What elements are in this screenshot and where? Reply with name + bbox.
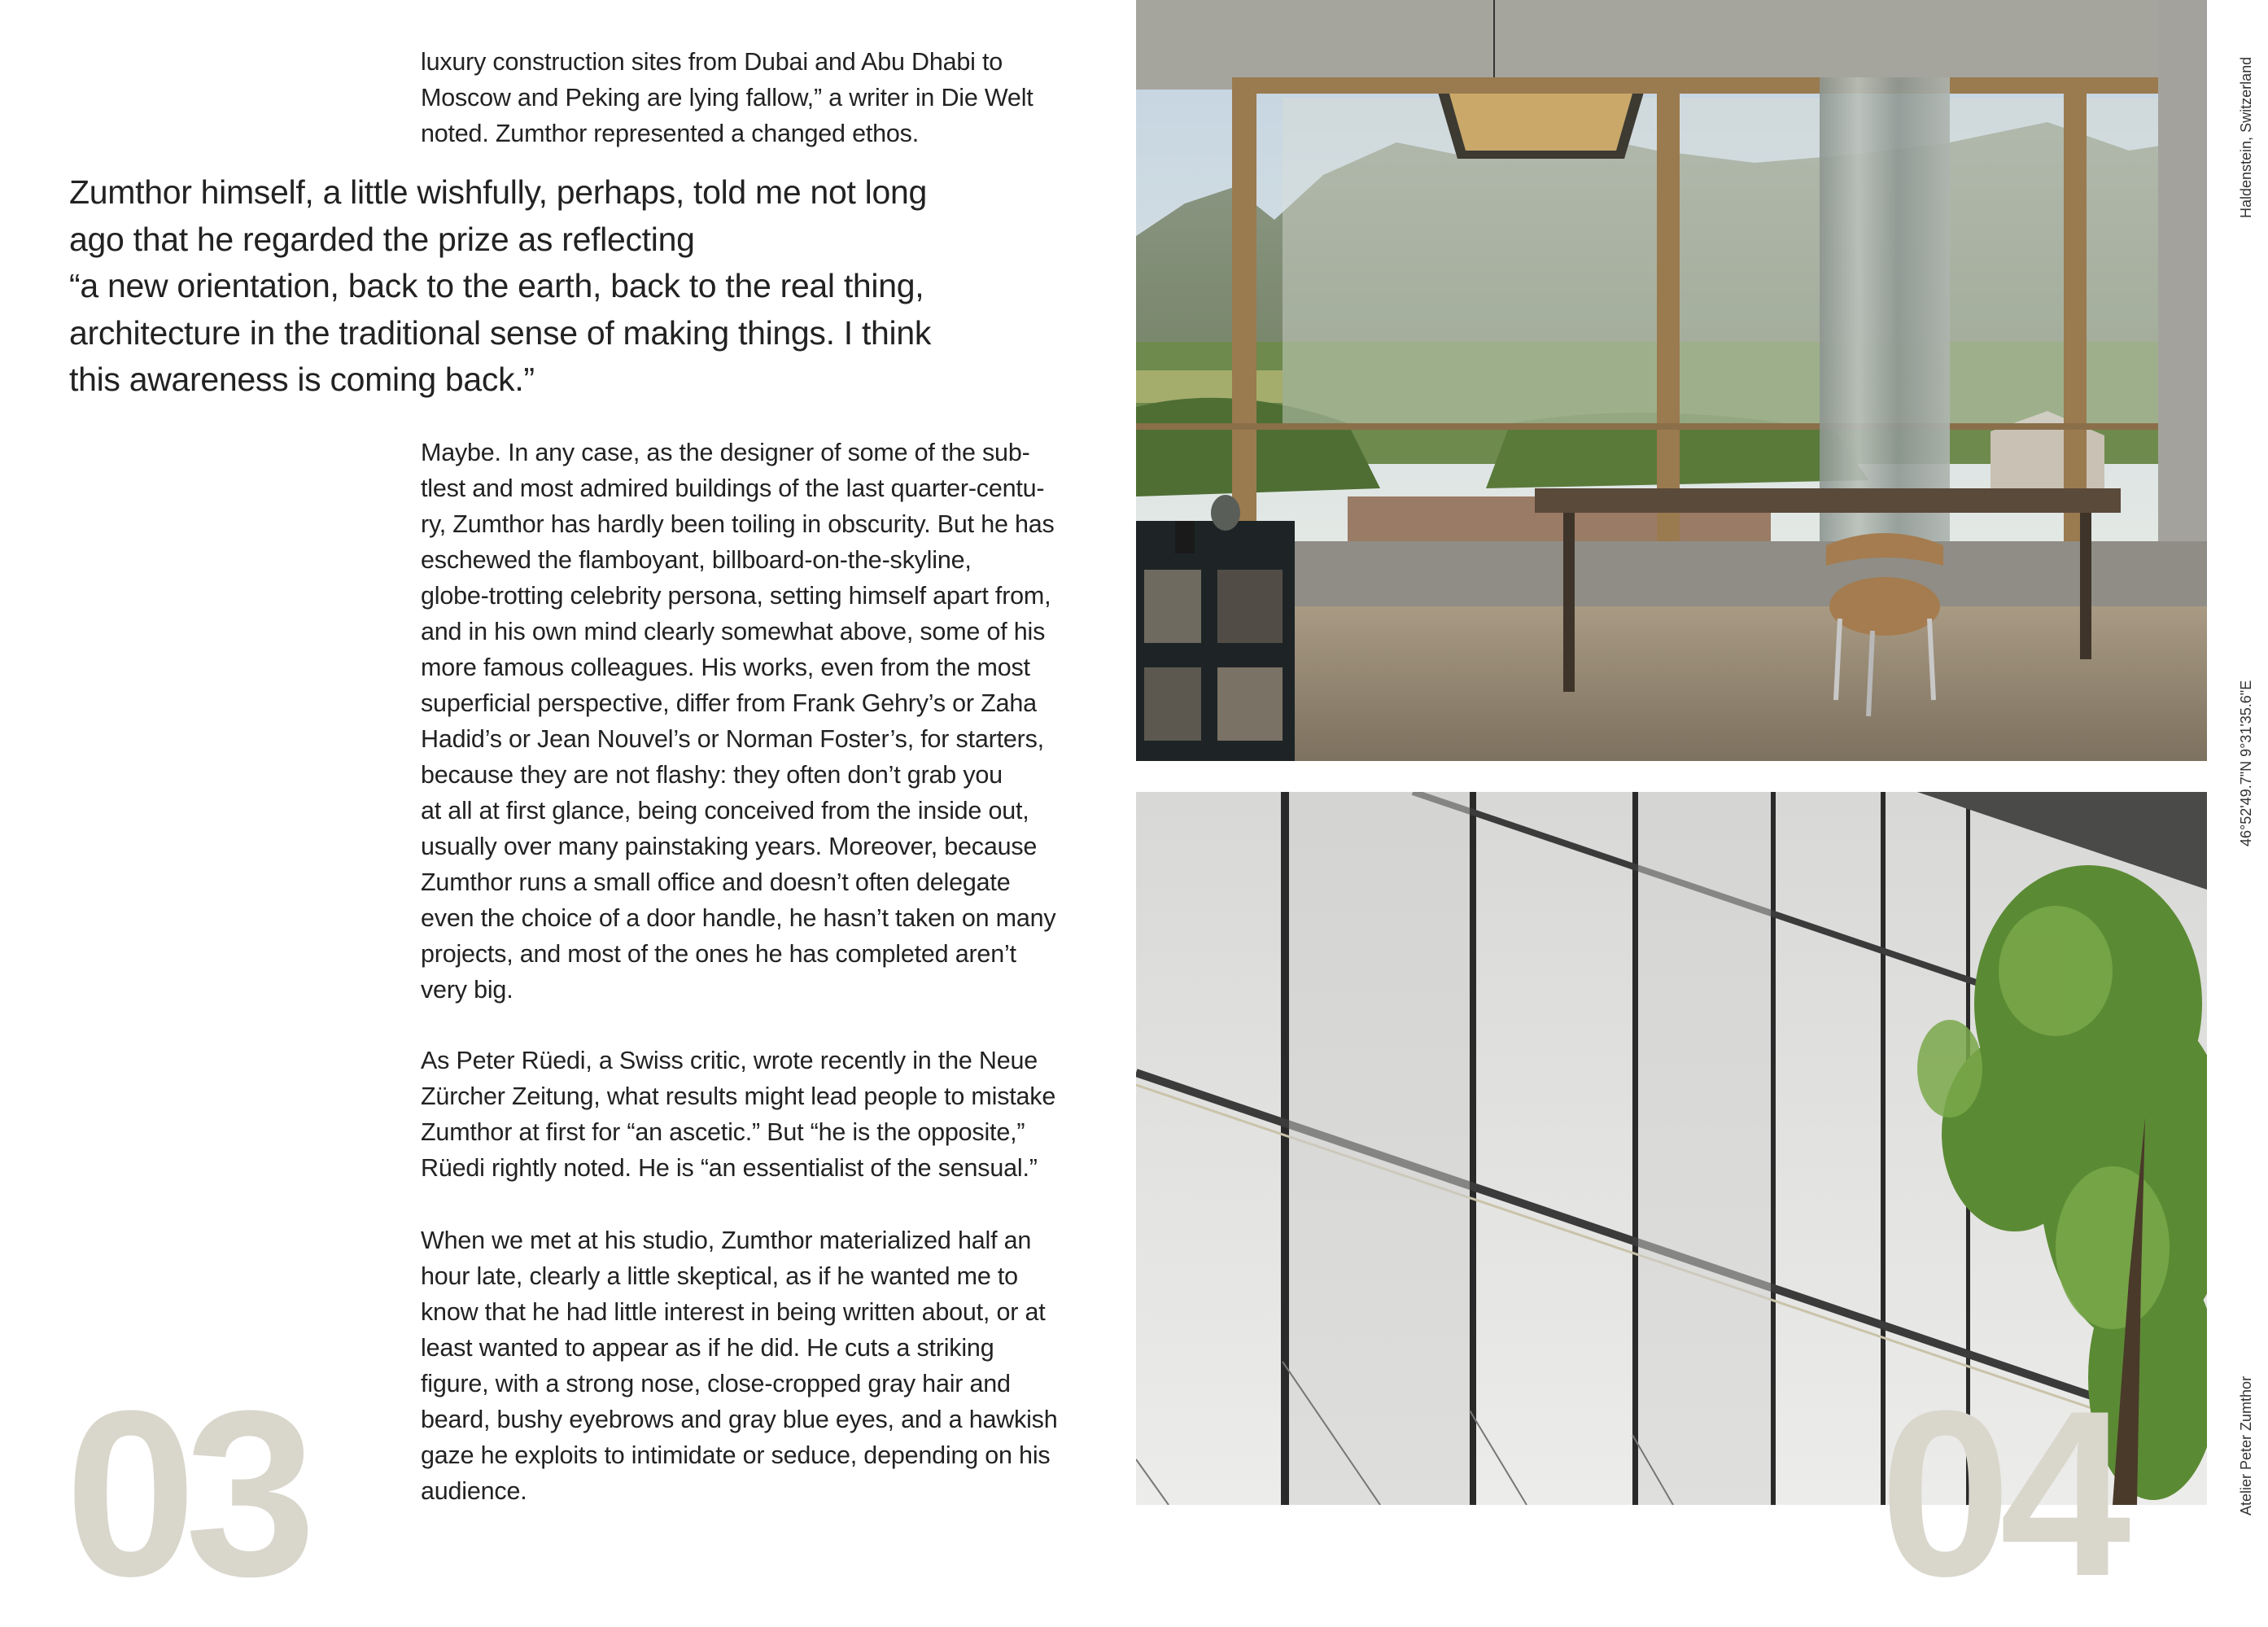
text-line: ago that he regarded the prize as reflecting: [69, 220, 695, 258]
text-line: Zumthor himself, a little wishfully, perhaps, told me not long: [69, 173, 927, 211]
pull-quote: [69, 169, 981, 404]
text-line: usually over many painstaking years. Moreover, because: [421, 833, 1038, 860]
photo-caption-location: Haldenstein, Switzerland: [2238, 56, 2254, 218]
text-line: eschewed the flamboyant, billboard-on-the-skyline,: [421, 546, 972, 574]
photo-caption-coordinates: 46°52'49.7"N 9°31'35.6"E: [2238, 680, 2254, 846]
text-line: superficial perspective, differ from Frank Gehry’s or Zaha: [421, 689, 1037, 717]
text-line: this awareness is coming back.”: [69, 361, 535, 398]
text-line: gaze he exploits to intimidate or seduce, depending on his: [421, 1441, 1051, 1469]
text-line: more famous colleagues. His works, even from the most: [421, 654, 1030, 681]
text-line: Zumthor runs a small office and doesn’t often delegate: [421, 868, 1011, 896]
text-line: even the choice of a door handle, he hasn’t taken on many: [421, 904, 1056, 932]
article-paragraph-3: [421, 1222, 1096, 1509]
page-number-right: 04: [1880, 1362, 2120, 1625]
text-line: luxury construction sites from Dubai and Abu Dhabi to: [421, 48, 1003, 76]
text-line: hour late, clearly a little skeptical, as if he wanted me to: [421, 1262, 1018, 1290]
photo-credit: Atelier Peter Zumthor: [2238, 1376, 2254, 1515]
text-line: very big.: [421, 976, 513, 1004]
text-line: Moscow and Peking are lying fallow,” a writer in Die Welt: [421, 84, 1033, 112]
page-number-left: 03: [65, 1362, 305, 1625]
text-line: audience.: [421, 1477, 527, 1505]
text-line: know that he had little interest in being written about, or at: [421, 1298, 1046, 1326]
text-line: noted. Zumthor represented a changed ethos.: [421, 120, 919, 147]
article-paragraph-1: [421, 435, 1096, 1008]
text-line: Zumthor at first for “an ascetic.” But “he is the opposite,”: [421, 1118, 1025, 1146]
text-line: and in his own mind clearly somewhat above, some of his: [421, 618, 1046, 645]
interior-studio-photo: [1136, 0, 2207, 761]
article-paragraph-intro: [421, 44, 1072, 151]
text-line: because they are not flashy: they often don’t grab you: [421, 761, 1003, 789]
text-line: When we met at his studio, Zumthor materialized half an: [421, 1227, 1032, 1254]
text-line: figure, with a strong nose, close-cropped gray hair and: [421, 1370, 1011, 1397]
text-line: globe-trotting celebrity persona, setting himself apart from,: [421, 582, 1051, 610]
text-line: at all at first glance, being conceived from the inside out,: [421, 797, 1029, 824]
text-line: “a new orientation, back to the earth, back to the real thing,: [69, 267, 924, 304]
text-line: Zürcher Zeitung, what results might lead people to mistake: [421, 1082, 1056, 1110]
text-line: Rüedi rightly noted. He is “an essentialist of the sensual.”: [421, 1154, 1038, 1182]
text-line: Maybe. In any case, as the designer of some of the sub-: [421, 439, 1030, 466]
text-line: least wanted to appear as if he did. He cuts a striking: [421, 1334, 994, 1362]
text-line: Hadid’s or Jean Nouvel’s or Norman Foster’s, for starters,: [421, 725, 1044, 753]
article-paragraph-2: [421, 1043, 1096, 1186]
text-line: As Peter Rüedi, a Swiss critic, wrote recently in the Neue: [421, 1047, 1038, 1074]
text-line: architecture in the traditional sense of making things. I think: [69, 313, 932, 352]
text-line: beard, bushy eyebrows and gray blue eyes, and a hawkish: [421, 1406, 1058, 1433]
text-line: projects, and most of the ones he has completed aren’t: [421, 940, 1016, 968]
text-line: tlest and most admired buildings of the last quarter-centu-: [421, 475, 1045, 502]
text-line: ry, Zumthor has hardly been toiling in obscurity. But he has: [421, 510, 1055, 538]
